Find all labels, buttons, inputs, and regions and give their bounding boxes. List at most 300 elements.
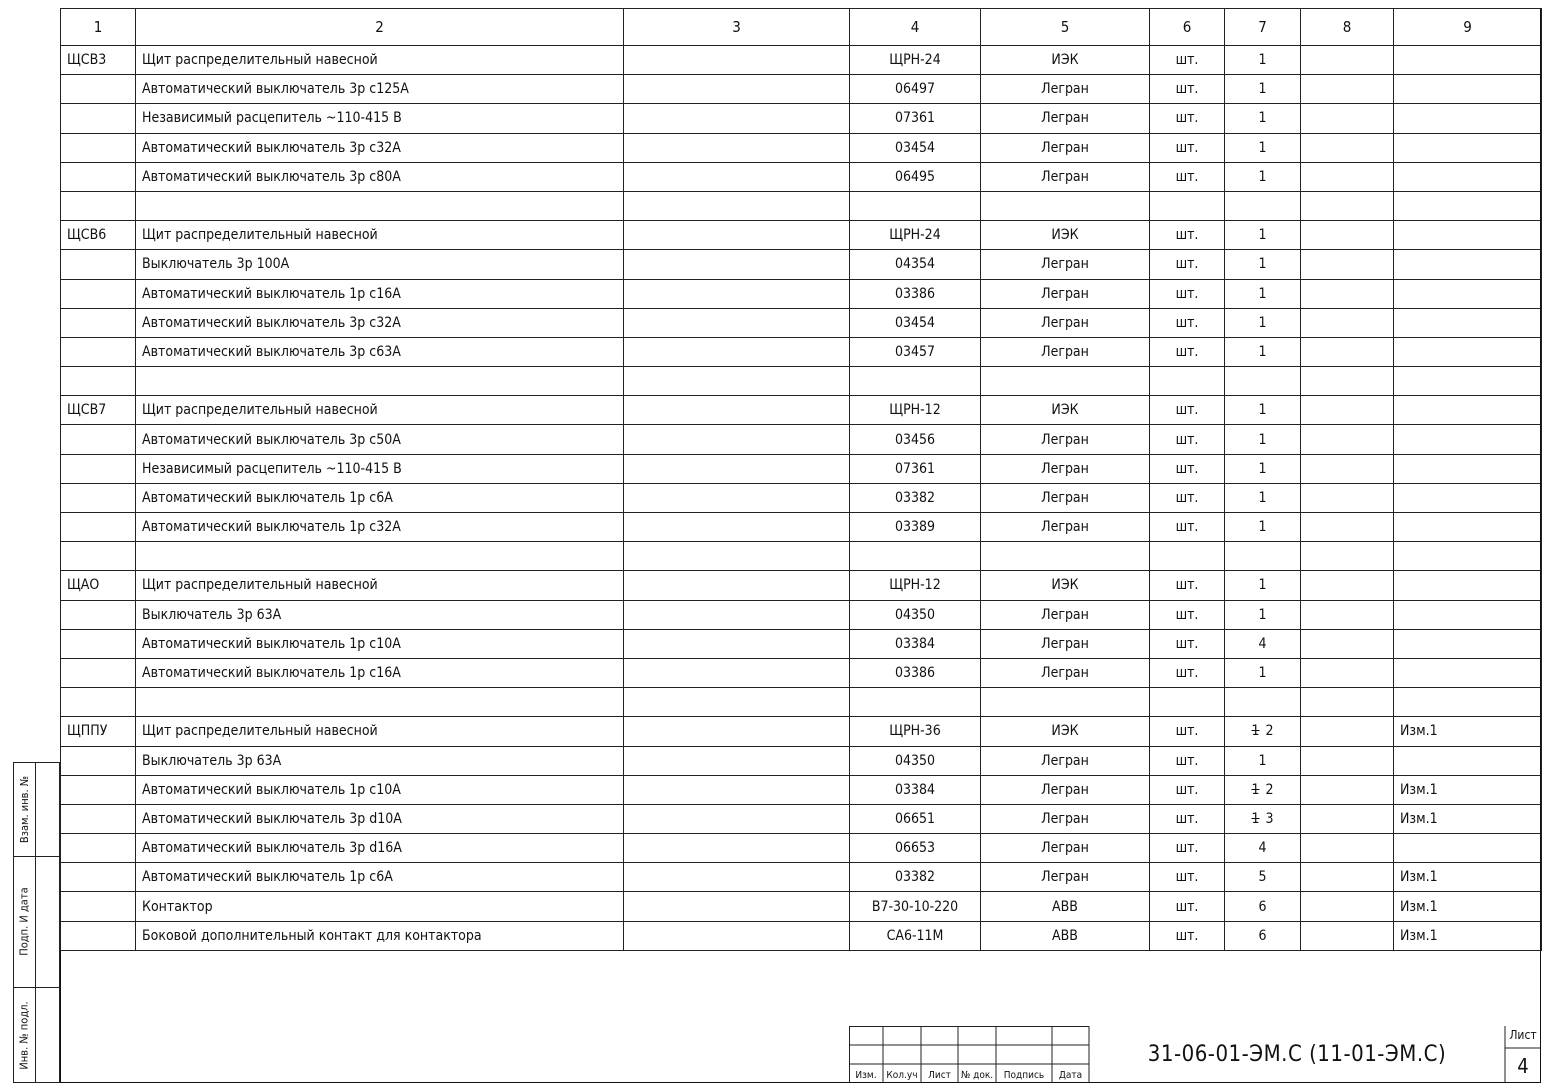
podp-label: Подп. И дата: [18, 887, 31, 956]
position-cell: [61, 133, 136, 162]
code-cell: 03389: [850, 513, 981, 542]
code-cell: ЩРН-12: [850, 396, 981, 425]
position-cell: ЩСВ7: [61, 396, 136, 425]
unit-cell: шт.: [1150, 75, 1225, 104]
maker-cell: [981, 191, 1150, 220]
name-cell: Щит распределительный навесной: [136, 571, 624, 600]
table-row: [61, 250, 1542, 279]
position-cell: [61, 279, 136, 308]
position-cell: [61, 162, 136, 191]
position-cell: [61, 425, 136, 454]
col3-cell: [624, 250, 850, 279]
code-cell: 03457: [850, 337, 981, 366]
note-cell: [1394, 367, 1542, 396]
code-cell: [850, 688, 981, 717]
position-cell: ЩППУ: [61, 717, 136, 746]
unit-cell: [1150, 542, 1225, 571]
name-cell: Автоматический выключатель 1р с32А: [136, 513, 624, 542]
column-header-5: 5: [981, 9, 1150, 46]
note-cell: [1394, 542, 1542, 571]
col8-cell: [1301, 571, 1394, 600]
qty-cell: 1: [1225, 746, 1301, 775]
position-cell: ЩАО: [61, 571, 136, 600]
col8-cell: [1301, 46, 1394, 75]
code-cell: ЩРН-36: [850, 717, 981, 746]
name-cell: Автоматический выключатель 1р с6А: [136, 863, 624, 892]
table-row: [61, 513, 1542, 542]
name-cell: [136, 688, 624, 717]
unit-cell: шт.: [1150, 337, 1225, 366]
maker-cell: Легран: [981, 804, 1150, 833]
col3-cell: [624, 46, 850, 75]
name-cell: Независимый расцепитель ~110-415 В: [136, 454, 624, 483]
note-cell: Изм.1: [1394, 892, 1542, 921]
table-row: [61, 600, 1542, 629]
code-cell: 03386: [850, 658, 981, 687]
qty-cell: 1: [1225, 337, 1301, 366]
qty-cell: 6: [1225, 921, 1301, 950]
position-cell: [61, 775, 136, 804]
table-row: [61, 542, 1542, 571]
qty-cell: 1: [1225, 454, 1301, 483]
col3-cell: [624, 804, 850, 833]
col8-cell: [1301, 483, 1394, 512]
code-cell: [850, 542, 981, 571]
position-cell: [61, 629, 136, 658]
column-header-4: 4: [850, 9, 981, 46]
name-cell: Выключатель 3р 63А: [136, 600, 624, 629]
qty-cell: 1: [1225, 46, 1301, 75]
unit-cell: шт.: [1150, 834, 1225, 863]
unit-cell: шт.: [1150, 921, 1225, 950]
note-cell: [1394, 571, 1542, 600]
col8-cell: [1301, 629, 1394, 658]
code-cell: 04350: [850, 746, 981, 775]
table-row: [61, 337, 1542, 366]
table-row: [61, 104, 1542, 133]
qty-old-struck: 1: [1251, 810, 1260, 827]
note-cell: [1394, 46, 1542, 75]
maker-cell: Легран: [981, 775, 1150, 804]
table-row: [61, 804, 1542, 833]
table-row: [61, 717, 1542, 746]
maker-cell: ABB: [981, 921, 1150, 950]
maker-cell: [981, 367, 1150, 396]
note-cell: [1394, 834, 1542, 863]
qty-cell: 4: [1225, 629, 1301, 658]
col8-cell: [1301, 250, 1394, 279]
unit-cell: шт.: [1150, 396, 1225, 425]
name-cell: Автоматический выключатель 3р с32А: [136, 308, 624, 337]
position-cell: [61, 863, 136, 892]
qty-cell: 1: [1225, 279, 1301, 308]
code-cell: 06651: [850, 804, 981, 833]
name-cell: Боковой дополнительный контакт для контактора: [136, 921, 624, 950]
column-header-8: 8: [1301, 9, 1394, 46]
name-cell: Автоматический выключатель 3р с32А: [136, 133, 624, 162]
position-cell: [61, 483, 136, 512]
col3-cell: [624, 104, 850, 133]
sheet-number: 4: [1517, 1054, 1529, 1078]
specification-table: [60, 8, 1542, 951]
qty-cell: 1: [1225, 308, 1301, 337]
table-row: [61, 396, 1542, 425]
position-cell: [61, 367, 136, 396]
code-cell: 03384: [850, 775, 981, 804]
unit-cell: шт.: [1150, 746, 1225, 775]
unit-cell: шт.: [1150, 513, 1225, 542]
maker-cell: Легран: [981, 513, 1150, 542]
col3-cell: [624, 513, 850, 542]
col3-cell: [624, 454, 850, 483]
col3-cell: [624, 425, 850, 454]
unit-cell: шт.: [1150, 425, 1225, 454]
qty-cell: 1: [1225, 658, 1301, 687]
col3-cell: [624, 308, 850, 337]
code-cell: 07361: [850, 454, 981, 483]
col3-cell: [624, 133, 850, 162]
qty-new: 2: [1265, 723, 1274, 740]
maker-cell: Легран: [981, 600, 1150, 629]
unit-cell: шт.: [1150, 658, 1225, 687]
qty-cell: [1225, 775, 1301, 804]
col3-cell: [624, 600, 850, 629]
tb-header-podpis: Подпись: [1003, 1070, 1045, 1081]
maker-cell: Легран: [981, 308, 1150, 337]
position-cell: [61, 513, 136, 542]
qty-cell: 5: [1225, 863, 1301, 892]
col8-cell: [1301, 75, 1394, 104]
code-cell: [850, 367, 981, 396]
qty-cell: [1225, 688, 1301, 717]
name-cell: Автоматический выключатель 1р с16А: [136, 658, 624, 687]
maker-cell: Легран: [981, 75, 1150, 104]
note-cell: [1394, 308, 1542, 337]
maker-cell: ИЭК: [981, 396, 1150, 425]
table-row: [61, 162, 1542, 191]
position-cell: [61, 834, 136, 863]
note-cell: Изм.1: [1394, 717, 1542, 746]
maker-cell: Легран: [981, 279, 1150, 308]
note-cell: [1394, 658, 1542, 687]
code-cell: 04350: [850, 600, 981, 629]
position-cell: [61, 804, 136, 833]
qty-cell: 1: [1225, 425, 1301, 454]
name-cell: Автоматический выключатель 1р с6А: [136, 483, 624, 512]
maker-cell: Легран: [981, 104, 1150, 133]
qty-cell: [1225, 717, 1301, 746]
table-row: [61, 688, 1542, 717]
col3-cell: [624, 221, 850, 250]
code-cell: ЩРН-12: [850, 571, 981, 600]
col8-cell: [1301, 834, 1394, 863]
code-cell: [850, 191, 981, 220]
unit-cell: шт.: [1150, 571, 1225, 600]
unit-cell: шт.: [1150, 483, 1225, 512]
col3-cell: [624, 162, 850, 191]
unit-cell: шт.: [1150, 221, 1225, 250]
code-cell: CA6-11M: [850, 921, 981, 950]
note-cell: [1394, 454, 1542, 483]
name-cell: Автоматический выключатель 1р с10А: [136, 629, 624, 658]
tb-header-list: Лист: [928, 1070, 951, 1081]
qty-cell: 6: [1225, 892, 1301, 921]
col8-cell: [1301, 162, 1394, 191]
name-cell: Щит распределительный навесной: [136, 396, 624, 425]
name-cell: [136, 191, 624, 220]
maker-cell: [981, 688, 1150, 717]
note-cell: [1394, 104, 1542, 133]
qty-cell: 1: [1225, 75, 1301, 104]
qty-cell: 1: [1225, 250, 1301, 279]
col8-cell: [1301, 337, 1394, 366]
position-cell: [61, 746, 136, 775]
unit-cell: шт.: [1150, 863, 1225, 892]
qty-old-struck: 1: [1251, 723, 1260, 740]
unit-cell: шт.: [1150, 454, 1225, 483]
table-row: [61, 746, 1542, 775]
qty-cell: 1: [1225, 104, 1301, 133]
name-cell: Независимый расцепитель ~110-415 В: [136, 104, 624, 133]
code-cell: 06653: [850, 834, 981, 863]
code-cell: 03454: [850, 308, 981, 337]
col3-cell: [624, 834, 850, 863]
qty-cell: 1: [1225, 513, 1301, 542]
position-cell: [61, 308, 136, 337]
position-cell: ЩСВ6: [61, 221, 136, 250]
maker-cell: ИЭК: [981, 571, 1150, 600]
name-cell: [136, 367, 624, 396]
column-header-9: 9: [1394, 9, 1542, 46]
note-cell: [1394, 250, 1542, 279]
col8-cell: [1301, 600, 1394, 629]
col8-cell: [1301, 542, 1394, 571]
col3-cell: [624, 337, 850, 366]
column-header-2: 2: [136, 9, 624, 46]
table-row: [61, 892, 1542, 921]
qty-cell: 1: [1225, 133, 1301, 162]
table-row: [61, 221, 1542, 250]
col8-cell: [1301, 133, 1394, 162]
position-cell: ЩСВ3: [61, 46, 136, 75]
side-stamp: [13, 762, 60, 1083]
col8-cell: [1301, 191, 1394, 220]
maker-cell: Легран: [981, 746, 1150, 775]
unit-cell: шт.: [1150, 600, 1225, 629]
col3-cell: [624, 629, 850, 658]
code-cell: 03454: [850, 133, 981, 162]
document-number: 31-06-01-ЭМ.С (11-01-ЭМ.С): [1147, 1042, 1447, 1067]
note-cell: Изм.1: [1394, 863, 1542, 892]
col8-cell: [1301, 746, 1394, 775]
col8-cell: [1301, 396, 1394, 425]
col3-cell: [624, 688, 850, 717]
code-cell: 03382: [850, 863, 981, 892]
name-cell: Автоматический выключатель 1р с10А: [136, 775, 624, 804]
column-header-6: 6: [1150, 9, 1225, 46]
position-cell: [61, 104, 136, 133]
table-row: [61, 629, 1542, 658]
code-cell: 03386: [850, 279, 981, 308]
name-cell: Щит распределительный навесной: [136, 46, 624, 75]
unit-cell: [1150, 688, 1225, 717]
maker-cell: ABB: [981, 892, 1150, 921]
note-cell: [1394, 221, 1542, 250]
col8-cell: [1301, 279, 1394, 308]
table-row: [61, 571, 1542, 600]
note-cell: [1394, 191, 1542, 220]
tb-header-kol: Кол.уч: [886, 1070, 918, 1081]
qty-cell: 1: [1225, 162, 1301, 191]
col3-cell: [624, 921, 850, 950]
col8-cell: [1301, 863, 1394, 892]
note-cell: [1394, 425, 1542, 454]
note-cell: [1394, 513, 1542, 542]
qty-cell: 1: [1225, 483, 1301, 512]
table-row: [61, 775, 1542, 804]
code-cell: 06497: [850, 75, 981, 104]
unit-cell: шт.: [1150, 892, 1225, 921]
code-cell: 03384: [850, 629, 981, 658]
qty-cell: 1: [1225, 600, 1301, 629]
name-cell: Контактор: [136, 892, 624, 921]
note-cell: [1394, 600, 1542, 629]
col8-cell: [1301, 425, 1394, 454]
col8-cell: [1301, 921, 1394, 950]
table-row: [61, 46, 1542, 75]
qty-cell: [1225, 367, 1301, 396]
maker-cell: ИЭК: [981, 717, 1150, 746]
maker-cell: ИЭК: [981, 221, 1150, 250]
maker-cell: ИЭК: [981, 46, 1150, 75]
note-cell: [1394, 279, 1542, 308]
unit-cell: шт.: [1150, 46, 1225, 75]
header-row: [61, 9, 1542, 46]
unit-cell: шт.: [1150, 162, 1225, 191]
maker-cell: Легран: [981, 337, 1150, 366]
table-row: [61, 658, 1542, 687]
column-header-1: 1: [61, 9, 136, 46]
col3-cell: [624, 863, 850, 892]
col3-cell: [624, 717, 850, 746]
col8-cell: [1301, 775, 1394, 804]
title-block: [849, 1026, 1541, 1083]
qty-old-struck: 1: [1251, 781, 1260, 798]
col3-cell: [624, 279, 850, 308]
position-cell: [61, 337, 136, 366]
note-cell: Изм.1: [1394, 775, 1542, 804]
unit-cell: шт.: [1150, 279, 1225, 308]
note-cell: [1394, 746, 1542, 775]
note-cell: [1394, 162, 1542, 191]
tb-header-izm: Изм.: [855, 1070, 877, 1081]
col3-cell: [624, 75, 850, 104]
vzam-label: Взам. инв. №: [18, 775, 31, 844]
note-cell: [1394, 75, 1542, 104]
col3-cell: [624, 367, 850, 396]
unit-cell: шт.: [1150, 133, 1225, 162]
col8-cell: [1301, 804, 1394, 833]
qty-cell: [1225, 191, 1301, 220]
maker-cell: Легран: [981, 454, 1150, 483]
col3-cell: [624, 892, 850, 921]
table-row: [61, 454, 1542, 483]
table-row: [61, 834, 1542, 863]
name-cell: Автоматический выключатель 3р с125А: [136, 75, 624, 104]
col8-cell: [1301, 717, 1394, 746]
col8-cell: [1301, 104, 1394, 133]
code-cell: 07361: [850, 104, 981, 133]
col3-cell: [624, 542, 850, 571]
col3-cell: [624, 658, 850, 687]
column-header-3: 3: [624, 9, 850, 46]
name-cell: Выключатель 3р 63А: [136, 746, 624, 775]
unit-cell: шт.: [1150, 308, 1225, 337]
qty-cell: 4: [1225, 834, 1301, 863]
qty-cell: 1: [1225, 221, 1301, 250]
position-cell: [61, 600, 136, 629]
col8-cell: [1301, 892, 1394, 921]
qty-cell: [1225, 542, 1301, 571]
position-cell: [61, 250, 136, 279]
position-cell: [61, 75, 136, 104]
table-row: [61, 921, 1542, 950]
maker-cell: Легран: [981, 162, 1150, 191]
col8-cell: [1301, 688, 1394, 717]
code-cell: 06495: [850, 162, 981, 191]
tb-header-data: Дата: [1058, 1070, 1083, 1081]
table-row: [61, 279, 1542, 308]
col3-cell: [624, 396, 850, 425]
note-cell: Изм.1: [1394, 804, 1542, 833]
qty-cell: 1: [1225, 396, 1301, 425]
note-cell: [1394, 133, 1542, 162]
column-header-7: 7: [1225, 9, 1301, 46]
name-cell: Щит распределительный навесной: [136, 221, 624, 250]
table-row: [61, 863, 1542, 892]
col3-cell: [624, 191, 850, 220]
note-cell: [1394, 396, 1542, 425]
col3-cell: [624, 571, 850, 600]
position-cell: [61, 454, 136, 483]
name-cell: Выключатель 3р 100А: [136, 250, 624, 279]
note-cell: [1394, 337, 1542, 366]
qty-cell: 1: [1225, 571, 1301, 600]
name-cell: Автоматический выключатель 3р d16А: [136, 834, 624, 863]
unit-cell: шт.: [1150, 804, 1225, 833]
code-cell: 04354: [850, 250, 981, 279]
note-cell: Изм.1: [1394, 921, 1542, 950]
name-cell: Автоматический выключатель 3р с50А: [136, 425, 624, 454]
col8-cell: [1301, 221, 1394, 250]
note-cell: [1394, 483, 1542, 512]
col8-cell: [1301, 367, 1394, 396]
unit-cell: шт.: [1150, 629, 1225, 658]
unit-cell: [1150, 191, 1225, 220]
table-row: [61, 367, 1542, 396]
maker-cell: Легран: [981, 629, 1150, 658]
sheet-label: Лист: [1509, 1028, 1537, 1042]
maker-cell: [981, 542, 1150, 571]
position-cell: [61, 688, 136, 717]
name-cell: Автоматический выключатель 3р d10А: [136, 804, 624, 833]
maker-cell: Легран: [981, 425, 1150, 454]
table-row: [61, 425, 1542, 454]
col8-cell: [1301, 308, 1394, 337]
table-row: [61, 483, 1542, 512]
position-cell: [61, 542, 136, 571]
col3-cell: [624, 746, 850, 775]
